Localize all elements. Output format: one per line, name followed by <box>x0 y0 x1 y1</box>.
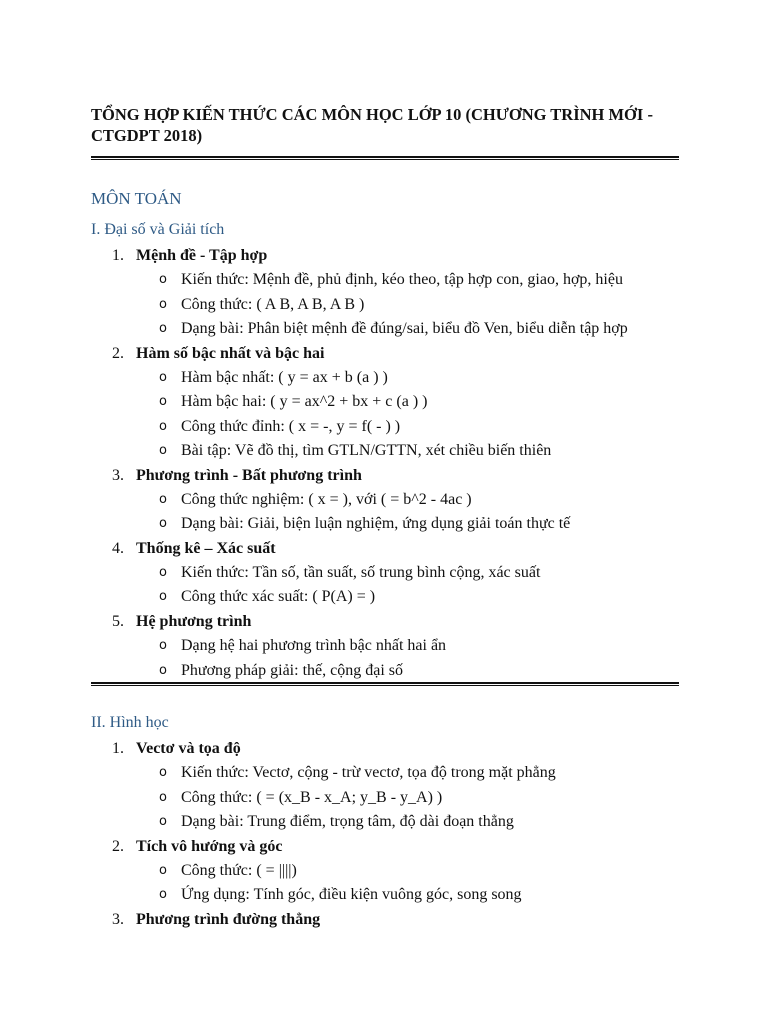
item-number: 2. <box>112 344 124 362</box>
sub-item <box>0 488 768 512</box>
sub-item <box>0 390 768 414</box>
document-title: TỔNG HỢP KIẾN THỨC CÁC MÔN HỌC LỚP 10 (CHƯƠNG TRÌNH MỚI - CTGDPT 2018) <box>91 105 653 145</box>
circle-bullet-icon: o <box>159 765 167 781</box>
list-item <box>0 835 768 859</box>
circle-bullet-icon: o <box>159 887 167 903</box>
sub-item-text: Dạng bài: Giải, biện luận nghiệm, ứng dụng giải toán thực tế <box>181 515 571 533</box>
item-title: Tích vô hướng và góc <box>136 837 283 855</box>
circle-bullet-icon: o <box>159 814 167 830</box>
sub-item-text: Công thức xác suất: ( P(A) = ) <box>181 588 376 606</box>
item-number: 5. <box>112 612 124 630</box>
sub-item-text: Công thức đỉnh: ( x = -, y = f( - ) ) <box>181 417 401 435</box>
sub-item-text: Công thức: ( = (x_B - x_A; y_B - y_A) ) <box>181 788 443 806</box>
list-item <box>0 342 768 366</box>
item-title: Hệ phương trình <box>136 612 252 630</box>
part1-list <box>0 244 768 683</box>
circle-bullet-icon: o <box>159 862 167 878</box>
item-number: 2. <box>112 837 124 855</box>
circle-bullet-icon: o <box>159 418 167 434</box>
sub-item <box>0 561 768 585</box>
sub-item-text: Dạng bài: Phân biệt mệnh đề đúng/sai, biểu đồ Ven, biểu diễn tập hợp <box>181 320 628 338</box>
item-number: 3. <box>112 466 124 484</box>
circle-bullet-icon: o <box>159 369 167 385</box>
circle-bullet-icon: o <box>159 662 167 678</box>
circle-bullet-icon: o <box>159 589 167 605</box>
sub-item-text: Bài tập: Vẽ đồ thị, tìm GTLN/GTTN, xét chiều biến thiên <box>181 442 552 460</box>
circle-bullet-icon: o <box>159 491 167 507</box>
item-title: Phương trình - Bất phương trình <box>136 466 362 484</box>
sub-item <box>0 293 768 317</box>
sub-item-text: Công thức: ( = ||||) <box>181 861 297 879</box>
circle-bullet-icon: o <box>159 516 167 532</box>
sub-item-text: Kiến thức: Tần số, tần suất, số trung bình cộng, xác suất <box>181 564 541 582</box>
sub-item-text: Hàm bậc hai: ( y = ax^2 + bx + c (a ) ) <box>181 393 428 411</box>
list-item <box>0 737 768 761</box>
item-number: 3. <box>112 910 124 928</box>
part2-heading: II. Hình học <box>91 714 169 731</box>
circle-bullet-icon: o <box>159 443 167 459</box>
item-title: Mệnh đề - Tập hợp <box>136 247 268 264</box>
sub-item <box>0 585 768 609</box>
sub-item-text: Ứng dụng: Tính góc, điều kiện vuông góc, song song <box>181 886 522 904</box>
sub-item-text: Dạng hệ hai phương trình bậc nhất hai ẩn <box>181 637 447 655</box>
sub-item-text: Kiến thức: Vectơ, cộng - trừ vectơ, tọa độ trong mặt phẳng <box>181 764 556 782</box>
item-number: 1. <box>112 247 124 264</box>
list-item <box>0 610 768 634</box>
section-divider <box>91 682 679 686</box>
part2-list <box>0 737 768 932</box>
sub-item-text: Dạng bài: Trung điểm, trọng tâm, độ dài đoạn thẳng <box>181 813 514 831</box>
list-item <box>0 537 768 561</box>
list-item <box>0 464 768 488</box>
item-number: 4. <box>112 539 124 557</box>
sub-item-text: Phương pháp giải: thế, cộng đại số <box>181 661 403 679</box>
sub-item <box>0 415 768 439</box>
sub-item <box>0 786 768 810</box>
sub-item-text: Kiến thức: Mệnh đề, phủ định, kéo theo, tập hợp con, giao, hợp, hiệu <box>181 271 623 289</box>
circle-bullet-icon: o <box>159 638 167 654</box>
item-title: Phương trình đường thẳng <box>136 910 321 928</box>
sub-item <box>0 366 768 390</box>
circle-bullet-icon: o <box>159 296 167 312</box>
sub-item-text: Công thức nghiệm: ( x = ), với ( = b^2 - 4ac ) <box>181 490 472 508</box>
item-title: Vectơ và tọa độ <box>136 740 241 757</box>
sub-item <box>0 883 768 907</box>
sub-item <box>0 859 768 883</box>
circle-bullet-icon: o <box>159 321 167 337</box>
sub-item <box>0 317 768 341</box>
item-title: Thống kê – Xác suất <box>136 539 276 557</box>
sub-item-text: Hàm bậc nhất: ( y = ax + b (a ) ) <box>181 368 388 386</box>
subject-heading: MÔN TOÁN <box>91 189 182 208</box>
sub-item <box>0 512 768 536</box>
sub-item <box>0 439 768 463</box>
sub-item <box>0 810 768 834</box>
circle-bullet-icon: o <box>159 789 167 805</box>
sub-item-text: Công thức: ( A B, A B, A B ) <box>181 295 365 313</box>
title-divider <box>91 156 679 160</box>
circle-bullet-icon: o <box>159 394 167 410</box>
sub-item <box>0 659 768 683</box>
list-item <box>0 908 768 932</box>
item-number: 1. <box>112 740 124 757</box>
item-title: Hàm số bậc nhất và bậc hai <box>136 344 325 362</box>
part1-heading: I. Đại số và Giải tích <box>91 221 225 238</box>
circle-bullet-icon: o <box>159 272 167 288</box>
sub-item <box>0 268 768 292</box>
list-item <box>0 244 768 268</box>
circle-bullet-icon: o <box>159 565 167 581</box>
sub-item <box>0 634 768 658</box>
sub-item <box>0 761 768 785</box>
